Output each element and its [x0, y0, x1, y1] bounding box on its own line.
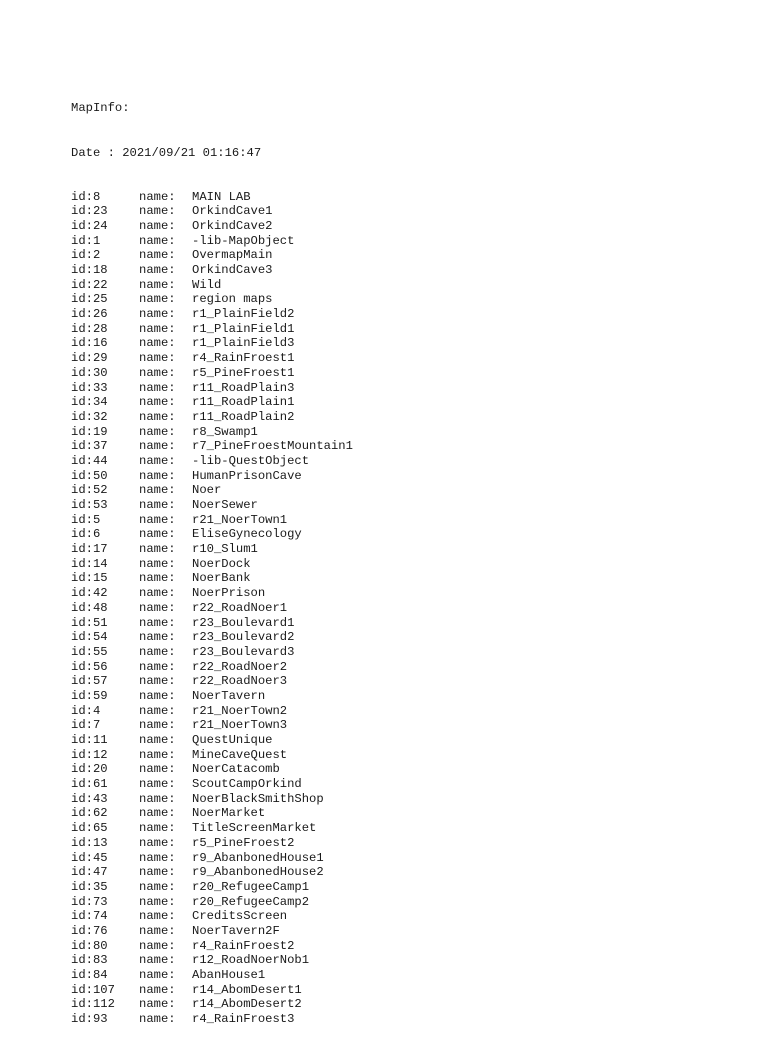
map-entry-id: id:42 — [71, 586, 108, 601]
map-entry-name: r22_RoadNoer2 — [192, 659, 288, 674]
map-entry-list — [71, 190, 353, 1027]
map-entry-name-key: name: — [139, 321, 176, 336]
map-entry-name: r9_AbanbonedHouse1 — [192, 850, 324, 865]
map-entry-id: id:20 — [71, 762, 108, 777]
map-entry-name: NoerTavern2F — [192, 923, 280, 938]
map-entry-name-key: name: — [139, 204, 176, 219]
map-entry-name: r21_NoerTown2 — [192, 703, 288, 718]
map-entry-name: OrkindCave1 — [192, 204, 273, 219]
map-entry-row — [71, 307, 353, 322]
map-entry-name: r11_RoadPlain1 — [192, 395, 295, 410]
map-entry-name: r14_AbomDesert1 — [192, 982, 302, 997]
map-entry-id: id:43 — [71, 791, 108, 806]
map-entry-id: id:59 — [71, 688, 108, 703]
map-entry-name-key: name: — [139, 351, 176, 366]
map-entry-name-key: name: — [139, 439, 176, 454]
map-entry-name: NoerSewer — [192, 498, 258, 513]
map-entry-id: id:51 — [71, 615, 108, 630]
map-entry-name: r10_Slum1 — [192, 542, 258, 557]
map-entry-name-key: name: — [139, 277, 176, 292]
map-entry-id: id:6 — [71, 527, 101, 542]
map-entry-name: NoerBlackSmithShop — [192, 791, 324, 806]
map-entry-id: id:93 — [71, 1012, 108, 1027]
map-entry-row — [71, 645, 353, 660]
map-entry-name-key: name: — [139, 850, 176, 865]
map-entry-row — [71, 674, 353, 689]
map-entry-name-key: name: — [139, 1012, 176, 1027]
map-entry-row — [71, 292, 353, 307]
map-entry-name-key: name: — [139, 233, 176, 248]
map-entry-name: r4_RainFroest1 — [192, 351, 295, 366]
map-entry-id: id:32 — [71, 409, 108, 424]
map-entry-id: id:35 — [71, 879, 108, 894]
map-entry-name: r4_RainFroest2 — [192, 938, 295, 953]
map-entry-name: r1_PlainField3 — [192, 336, 295, 351]
map-entry-name-key: name: — [139, 263, 176, 278]
map-entry-row — [71, 865, 353, 880]
map-entry-row — [71, 836, 353, 851]
map-entry-row — [71, 733, 353, 748]
map-entry-row — [71, 924, 353, 939]
map-entry-row — [71, 483, 353, 498]
map-entry-name-key: name: — [139, 630, 176, 645]
map-entry-row — [71, 469, 353, 484]
map-entry-name: MineCaveQuest — [192, 747, 288, 762]
map-entry-id: id:65 — [71, 821, 108, 836]
map-entry-row — [71, 351, 353, 366]
map-entry-id: id:22 — [71, 277, 108, 292]
map-entry-id: id:83 — [71, 953, 108, 968]
map-entry-name-key: name: — [139, 703, 176, 718]
map-entry-name-key: name: — [139, 571, 176, 586]
map-entry-name-key: name: — [139, 600, 176, 615]
map-entry-id: id:13 — [71, 835, 108, 850]
map-entry-row — [71, 381, 353, 396]
map-entry-id: id:48 — [71, 600, 108, 615]
map-entry-row — [71, 601, 353, 616]
map-entry-name-key: name: — [139, 644, 176, 659]
map-entry-id: id:57 — [71, 674, 108, 689]
map-entry-name: ScoutCampOrkind — [192, 777, 302, 792]
map-entry-row — [71, 939, 353, 954]
map-entry-name: r11_RoadPlain3 — [192, 380, 295, 395]
map-entry-id: id:45 — [71, 850, 108, 865]
map-entry-name-key: name: — [139, 542, 176, 557]
map-entry-row — [71, 513, 353, 528]
map-entry-name: OrkindCave2 — [192, 218, 273, 233]
map-entry-id: id:52 — [71, 483, 108, 498]
map-entry-name: r11_RoadPlain2 — [192, 409, 295, 424]
map-entry-row — [71, 278, 353, 293]
map-entry-name: r20_RefugeeCamp2 — [192, 894, 310, 909]
map-entry-id: id:14 — [71, 556, 108, 571]
map-entry-row — [71, 792, 353, 807]
map-entry-name: r12_RoadNoerNob1 — [192, 953, 310, 968]
map-entry-id: id:47 — [71, 865, 108, 880]
map-entry-name-key: name: — [139, 336, 176, 351]
map-entry-id: id:37 — [71, 439, 108, 454]
map-entry-name-key: name: — [139, 586, 176, 601]
map-entry-name: r22_RoadNoer1 — [192, 600, 288, 615]
map-entry-name: EliseGynecology — [192, 527, 302, 542]
map-entry-id: id:55 — [71, 644, 108, 659]
map-entry-name-key: name: — [139, 835, 176, 850]
map-entry-row — [71, 542, 353, 557]
map-entry-id: id:61 — [71, 777, 108, 792]
map-entry-id: id:28 — [71, 321, 108, 336]
map-entry-row — [71, 234, 353, 249]
map-entry-id: id:15 — [71, 571, 108, 586]
map-entry-name: r1_PlainField2 — [192, 307, 295, 322]
map-entry-row — [71, 336, 353, 351]
map-entry-name-key: name: — [139, 395, 176, 410]
map-entry-row — [71, 895, 353, 910]
map-entry-name: r5_PineFroest2 — [192, 835, 295, 850]
map-entry-row — [71, 248, 353, 263]
map-entry-row — [71, 660, 353, 675]
map-entry-name: NoerDock — [192, 556, 251, 571]
map-entry-name: NoerPrison — [192, 586, 266, 601]
map-entry-row — [71, 190, 353, 205]
map-entry-row — [71, 689, 353, 704]
map-entry-name: Noer — [192, 483, 222, 498]
map-entry-name-key: name: — [139, 556, 176, 571]
map-entry-name: OvermapMain — [192, 248, 273, 263]
map-entry-id: id:74 — [71, 909, 108, 924]
map-entry-name: MAIN LAB — [192, 189, 251, 204]
mapinfo-document — [71, 72, 353, 1041]
map-entry-id: id:56 — [71, 659, 108, 674]
map-entry-id: id:80 — [71, 938, 108, 953]
map-entry-name-key: name: — [139, 688, 176, 703]
map-entry-name: TitleScreenMarket — [192, 821, 317, 836]
map-entry-row — [71, 704, 353, 719]
map-entry-row — [71, 909, 353, 924]
map-entry-row — [71, 366, 353, 381]
map-entry-id: id:11 — [71, 733, 108, 748]
map-entry-name: region maps — [192, 292, 273, 307]
map-entry-id: id:33 — [71, 380, 108, 395]
map-entry-name: r14_AbomDesert2 — [192, 997, 302, 1012]
map-entry-name-key: name: — [139, 982, 176, 997]
map-entry-name: r23_Boulevard2 — [192, 630, 295, 645]
map-entry-name: r22_RoadNoer3 — [192, 674, 288, 689]
map-entry-id: id:23 — [71, 204, 108, 219]
map-entry-row — [71, 997, 353, 1012]
map-entry-id: id:8 — [71, 189, 101, 204]
map-entry-name-key: name: — [139, 747, 176, 762]
map-entry-name-key: name: — [139, 453, 176, 468]
map-entry-row — [71, 439, 353, 454]
map-entry-name-key: name: — [139, 997, 176, 1012]
map-entry-name: NoerCatacomb — [192, 762, 280, 777]
date-line: Date : 2021/09/21 01:16:47 — [71, 145, 262, 160]
map-entry-name-key: name: — [139, 821, 176, 836]
map-entry-name-key: name: — [139, 498, 176, 513]
map-entry-name: r21_NoerTown1 — [192, 512, 288, 527]
map-entry-name: r9_AbanbonedHouse2 — [192, 865, 324, 880]
map-entry-name-key: name: — [139, 968, 176, 983]
map-entry-name-key: name: — [139, 806, 176, 821]
map-entry-name: r23_Boulevard3 — [192, 644, 295, 659]
map-entry-id: id:29 — [71, 351, 108, 366]
map-entry-name-key: name: — [139, 527, 176, 542]
map-entry-name: Wild — [192, 277, 222, 292]
map-entry-row — [71, 527, 353, 542]
map-entry-name-key: name: — [139, 512, 176, 527]
map-entry-name-key: name: — [139, 615, 176, 630]
map-entry-row — [71, 748, 353, 763]
map-entry-id: id:53 — [71, 498, 108, 513]
map-entry-id: id:18 — [71, 263, 108, 278]
map-entry-row — [71, 263, 353, 278]
map-entry-name: CreditsScreen — [192, 909, 288, 924]
map-entry-name-key: name: — [139, 894, 176, 909]
map-entry-id: id:30 — [71, 365, 108, 380]
map-entry-name-key: name: — [139, 424, 176, 439]
map-entry-id: id:1 — [71, 233, 101, 248]
map-entry-row — [71, 322, 353, 337]
map-entry-id: id:44 — [71, 453, 108, 468]
map-entry-id: id:76 — [71, 923, 108, 938]
map-entry-id: id:19 — [71, 424, 108, 439]
map-entry-row — [71, 821, 353, 836]
map-entry-name: OrkindCave3 — [192, 263, 273, 278]
map-entry-id: id:50 — [71, 468, 108, 483]
map-entry-name-key: name: — [139, 248, 176, 263]
map-entry-name: QuestUnique — [192, 733, 273, 748]
map-entry-row — [71, 806, 353, 821]
map-entry-id: id:62 — [71, 806, 108, 821]
map-entry-row — [71, 498, 353, 513]
map-entry-row — [71, 983, 353, 998]
map-entry-row — [71, 762, 353, 777]
map-entry-name-key: name: — [139, 718, 176, 733]
map-entry-id: id:24 — [71, 218, 108, 233]
map-entry-name-key: name: — [139, 938, 176, 953]
map-entry-row — [71, 630, 353, 645]
map-entry-row — [71, 425, 353, 440]
map-entry-id: id:4 — [71, 703, 101, 718]
map-entry-name: NoerBank — [192, 571, 251, 586]
map-entry-name: NoerTavern — [192, 688, 266, 703]
map-entry-name-key: name: — [139, 659, 176, 674]
map-entry-name: r20_RefugeeCamp1 — [192, 879, 310, 894]
map-entry-id: id:26 — [71, 307, 108, 322]
map-entry-id: id:5 — [71, 512, 101, 527]
map-entry-row — [71, 454, 353, 469]
map-entry-row — [71, 571, 353, 586]
map-entry-name: AbanHouse1 — [192, 968, 266, 983]
map-entry-name-key: name: — [139, 380, 176, 395]
map-entry-name-key: name: — [139, 762, 176, 777]
map-entry-id: id:2 — [71, 248, 101, 263]
map-entry-row — [71, 851, 353, 866]
map-entry-name: NoerMarket — [192, 806, 266, 821]
map-entry-id: id:107 — [71, 982, 115, 997]
map-entry-name-key: name: — [139, 879, 176, 894]
map-entry-row — [71, 1012, 353, 1027]
map-entry-id: id:7 — [71, 718, 101, 733]
map-entry-id: id:84 — [71, 968, 108, 983]
map-entry-name: -lib-QuestObject — [192, 453, 310, 468]
map-entry-row — [71, 968, 353, 983]
map-entry-name: r21_NoerTown3 — [192, 718, 288, 733]
map-entry-id: id:34 — [71, 395, 108, 410]
map-entry-name-key: name: — [139, 923, 176, 938]
map-entry-row — [71, 777, 353, 792]
map-entry-name-key: name: — [139, 674, 176, 689]
map-entry-name-key: name: — [139, 468, 176, 483]
map-entry-row — [71, 616, 353, 631]
map-entry-row — [71, 586, 353, 601]
map-entry-name-key: name: — [139, 292, 176, 307]
map-entry-name-key: name: — [139, 909, 176, 924]
map-entry-name-key: name: — [139, 733, 176, 748]
map-entry-row — [71, 204, 353, 219]
map-entry-id: id:12 — [71, 747, 108, 762]
map-entry-name: r1_PlainField1 — [192, 321, 295, 336]
map-entry-row — [71, 395, 353, 410]
map-entry-name-key: name: — [139, 365, 176, 380]
map-entry-row — [71, 410, 353, 425]
map-entry-id: id:17 — [71, 542, 108, 557]
map-entry-name: -lib-MapObject — [192, 233, 295, 248]
map-entry-name-key: name: — [139, 483, 176, 498]
map-entry-name-key: name: — [139, 791, 176, 806]
map-entry-name-key: name: — [139, 409, 176, 424]
map-entry-id: id:73 — [71, 894, 108, 909]
map-entry-name-key: name: — [139, 218, 176, 233]
map-entry-name: r8_Swamp1 — [192, 424, 258, 439]
map-entry-id: id:54 — [71, 630, 108, 645]
map-entry-name: r7_PineFroestMountain1 — [192, 439, 353, 454]
map-entry-row — [71, 219, 353, 234]
map-entry-row — [71, 718, 353, 733]
map-entry-name-key: name: — [139, 777, 176, 792]
map-entry-name: r4_RainFroest3 — [192, 1012, 295, 1027]
map-entry-name: HumanPrisonCave — [192, 468, 302, 483]
map-entry-name-key: name: — [139, 865, 176, 880]
map-entry-id: id:16 — [71, 336, 108, 351]
document-title: MapInfo: — [71, 101, 130, 116]
map-entry-row — [71, 953, 353, 968]
map-entry-row — [71, 557, 353, 572]
map-entry-name-key: name: — [139, 953, 176, 968]
map-entry-id: id:25 — [71, 292, 108, 307]
map-entry-name: r5_PineFroest1 — [192, 365, 295, 380]
map-entry-name: r23_Boulevard1 — [192, 615, 295, 630]
map-entry-row — [71, 880, 353, 895]
map-entry-name-key: name: — [139, 307, 176, 322]
map-entry-id: id:112 — [71, 997, 115, 1012]
map-entry-name-key: name: — [139, 189, 176, 204]
